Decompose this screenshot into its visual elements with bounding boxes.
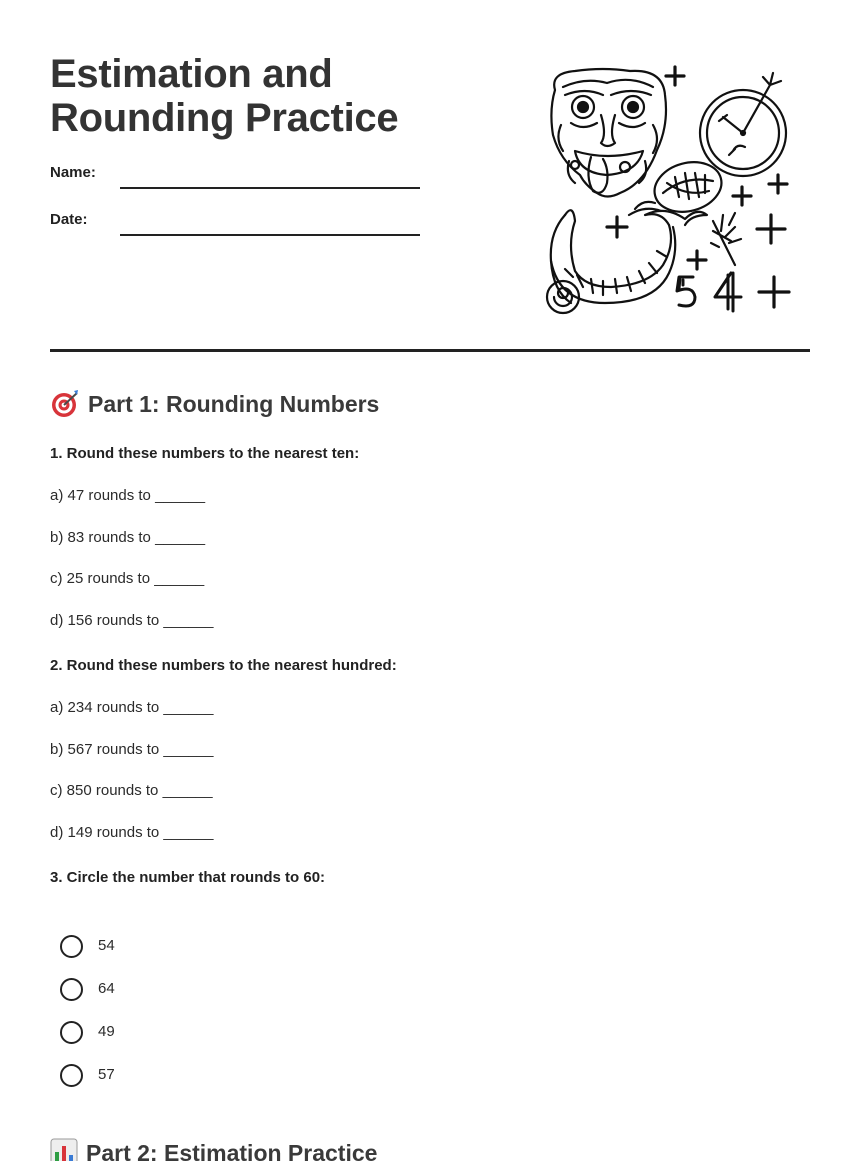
date-field[interactable] [50, 209, 420, 235]
name-line[interactable] [120, 187, 420, 189]
q2-item-c: c) 850 rounds to ______ [50, 782, 213, 799]
q1-item-b: b) 83 rounds to ______ [50, 529, 206, 546]
page-title [50, 52, 470, 140]
tiki-face-icon [551, 69, 666, 197]
part1-title: Part 1: Rounding Numbers [88, 391, 380, 418]
q2-item-b: b) 567 rounds to ______ [50, 741, 214, 758]
q3-heading: 3. Circle the number that rounds to 60: [50, 869, 326, 886]
q1-item-c: c) 25 rounds to ______ [50, 570, 205, 587]
date-line[interactable] [120, 234, 420, 236]
compass-icon [700, 73, 786, 176]
spiral-lizard-icon [547, 202, 707, 313]
header-divider [50, 349, 810, 352]
name-label: Name: [50, 164, 96, 181]
name-field[interactable] [50, 162, 420, 188]
q3-option-57[interactable] [60, 1064, 260, 1088]
q3-option-64[interactable] [60, 978, 260, 1002]
part2-title: Part 2: Estimation Practice [86, 1140, 378, 1161]
q1-heading: 1. Round these numbers to the nearest ten: [50, 445, 360, 462]
q2-item-a: a) 234 rounds to ______ [50, 699, 214, 716]
q2-item-d: d) 149 rounds to ______ [50, 824, 214, 841]
worksheet-header [50, 50, 810, 350]
part2-heading [50, 1138, 377, 1161]
date-label: Date: [50, 211, 88, 228]
q3-option-label: 57 [98, 1066, 115, 1083]
arrow-burst-icon [711, 213, 741, 265]
radio-circle[interactable] [60, 1064, 83, 1087]
title-line-2: Rounding Practice [50, 96, 399, 140]
q1-item-d: d) 156 rounds to ______ [50, 612, 214, 629]
q3-option-label: 64 [98, 980, 115, 997]
q3-option-54[interactable] [60, 935, 260, 959]
q3-option-label: 49 [98, 1023, 115, 1040]
q3-option-label: 54 [98, 937, 115, 954]
bar-chart-icon [50, 1138, 78, 1161]
q1-item-a: a) 47 rounds to ______ [50, 487, 206, 504]
target-icon [50, 388, 80, 424]
radio-circle[interactable] [60, 978, 83, 1001]
q3-option-49[interactable] [60, 1021, 260, 1045]
radio-circle[interactable] [60, 1021, 83, 1044]
maori-math-illustration [545, 65, 795, 317]
numbers-5-4-icon [677, 273, 741, 311]
q2-heading: 2. Round these numbers to the nearest hundred: [50, 657, 397, 674]
radio-circle[interactable] [60, 935, 83, 958]
part1-heading [50, 388, 379, 424]
title-line-1: Estimation and [50, 52, 333, 96]
